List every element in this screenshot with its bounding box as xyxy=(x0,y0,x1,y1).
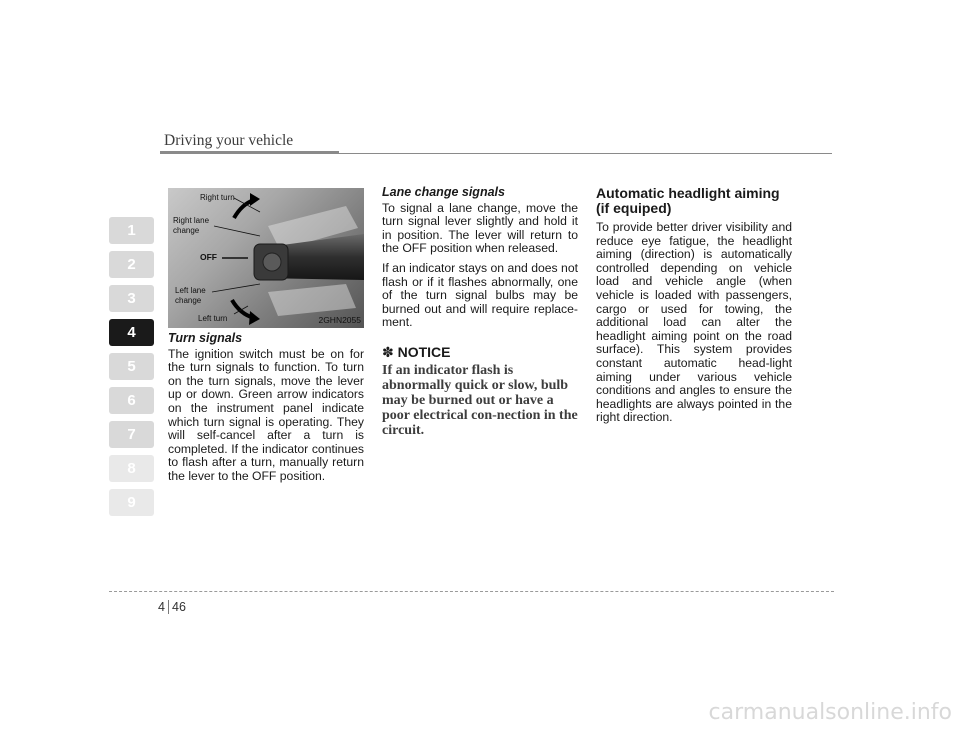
chapter-tab-7[interactable]: 7 xyxy=(109,421,154,448)
chapter-tabs xyxy=(109,217,154,523)
header-rule-thick xyxy=(160,151,339,154)
header-rule-thin xyxy=(339,153,832,154)
turn-signals-body: The ignition switch must be on for the turn signals to function. To turn on the turn signals, move the lever up or down. Green arrow indicators on the instrument panel indicate which turn signal is operating. They will self-cancel after a turn is completed. If the indicator continues to flash after a turn, manually return the lever to the OFF position. xyxy=(168,346,364,483)
chapter-tab-5[interactable]: 5 xyxy=(109,353,154,380)
lane-change-heading: Lane change signals xyxy=(382,185,505,199)
headlight-aiming-section xyxy=(596,186,792,425)
notice-body: If an indicator flash is abnormally quick or slow, bulb may be burned out or have a poor electrical con-nection in the circuit. xyxy=(382,362,578,438)
notice-heading: ✽ NOTICE xyxy=(382,343,451,360)
right-turn-label: Right turn xyxy=(200,193,235,202)
right-lane-change-label-line1: Right lane xyxy=(173,216,210,225)
lane-change-section xyxy=(382,186,578,438)
left-lane-change-label-line1: Left lane xyxy=(175,286,206,295)
chapter-tab-6[interactable]: 6 xyxy=(109,387,154,414)
chapter-tab-9[interactable]: 9 xyxy=(109,489,154,516)
lever-illustration xyxy=(168,188,364,328)
chapter-tab-4[interactable]: 4 xyxy=(109,319,154,346)
left-lane-change-label-line2: change xyxy=(175,296,202,305)
watermark: carmanualsonline.info xyxy=(708,700,952,725)
lane-change-paragraph-1: To signal a lane change, move the turn signal lever slightly and hold it in position. The lever will return to the OFF position when released. xyxy=(382,200,578,256)
turn-signals-heading: Turn signals xyxy=(168,331,243,345)
chapter-tab-8[interactable]: 8 xyxy=(109,455,154,482)
figure-code: 2GHN2055 xyxy=(318,315,361,325)
footer-separator xyxy=(168,600,169,614)
footer-page-number: 46 xyxy=(172,600,186,614)
off-label: OFF xyxy=(200,252,217,262)
footer-rule xyxy=(109,591,834,592)
headlight-aiming-heading-line1: Automatic headlight aiming xyxy=(596,185,780,201)
chapter-tab-1[interactable]: 1 xyxy=(109,217,154,244)
headlight-aiming-heading xyxy=(596,186,792,216)
page-header-title: Driving your vehicle xyxy=(164,132,294,149)
headlight-aiming-heading-line2: (if equiped) xyxy=(596,200,672,216)
left-turn-label: Left turn xyxy=(198,314,228,323)
turn-signal-lever-figure xyxy=(168,188,364,328)
chapter-tab-2[interactable]: 2 xyxy=(109,251,154,278)
turn-signals-section xyxy=(168,332,364,484)
right-lane-change-label-line2: change xyxy=(173,226,200,235)
lane-change-paragraph-2: If an indicator stays on and does not flash or if it flashes abnormally, one of the turn signal bulbs may be burned out and will require replace-ment. xyxy=(382,260,578,330)
footer-chapter-number: 4 xyxy=(158,600,165,614)
headlight-aiming-body: To provide better driver visibility and reduce eye fatigue, the headlight aiming (direction) is automatically controlled depending on vehicle load and vehicle angle (when vehicle is loaded with passengers, cargo or used for towing, the additional load can alter the headlight aiming point on the road surface). This system provides constant automatic head-light aiming under various vehicle conditions and angles to ensure the headlights are always pointed in the right direction. xyxy=(596,220,792,425)
chapter-tab-3[interactable]: 3 xyxy=(109,285,154,312)
